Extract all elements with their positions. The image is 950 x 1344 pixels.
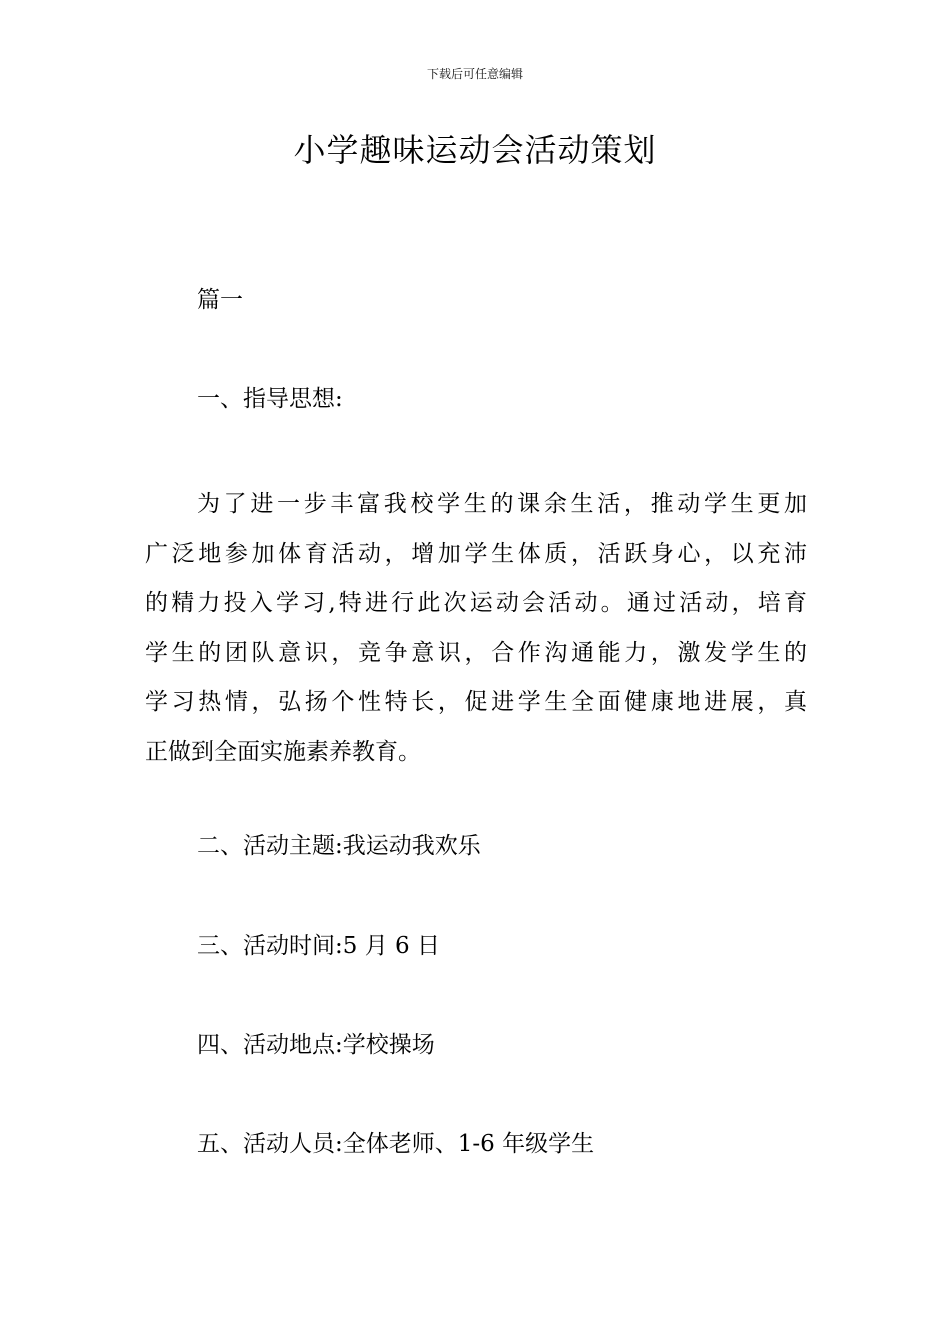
paragraph-line: 的精力投入学习,特进行此次运动会活动。通过活动，培育 <box>145 590 807 617</box>
section-3-time: 三、活动时间:5 月 6 日 <box>197 933 440 959</box>
paragraph-line: 为了进一步丰富我校学生的课余生活，推动学生更加 <box>197 491 807 517</box>
part-label: 篇一 <box>197 287 243 313</box>
paragraph-line: 学生的团队意识，竞争意识，合作沟通能力，激发学生的 <box>145 639 807 666</box>
paragraph-line: 学习热情，弘扬个性特长，促进学生全面健康地进展，真 <box>145 689 807 716</box>
section-1-paragraph <box>145 480 807 778</box>
section-1-heading: 一、指导思想: <box>197 386 343 412</box>
section-4-location: 四、活动地点:学校操场 <box>197 1032 435 1058</box>
section-2-theme: 二、活动主题:我运动我欢乐 <box>197 833 481 859</box>
paragraph-line: 广泛地参加体育活动，增加学生体质，活跃身心，以充沛 <box>145 540 807 567</box>
paragraph-line: 正做到全面实施素养教育。 <box>145 738 421 765</box>
section-5-participants: 五、活动人员:全体老师、1-6 年级学生 <box>197 1131 595 1157</box>
header-note: 下载后可任意编辑 <box>426 67 523 81</box>
document-title: 小学趣味运动会活动策划 <box>293 131 657 169</box>
